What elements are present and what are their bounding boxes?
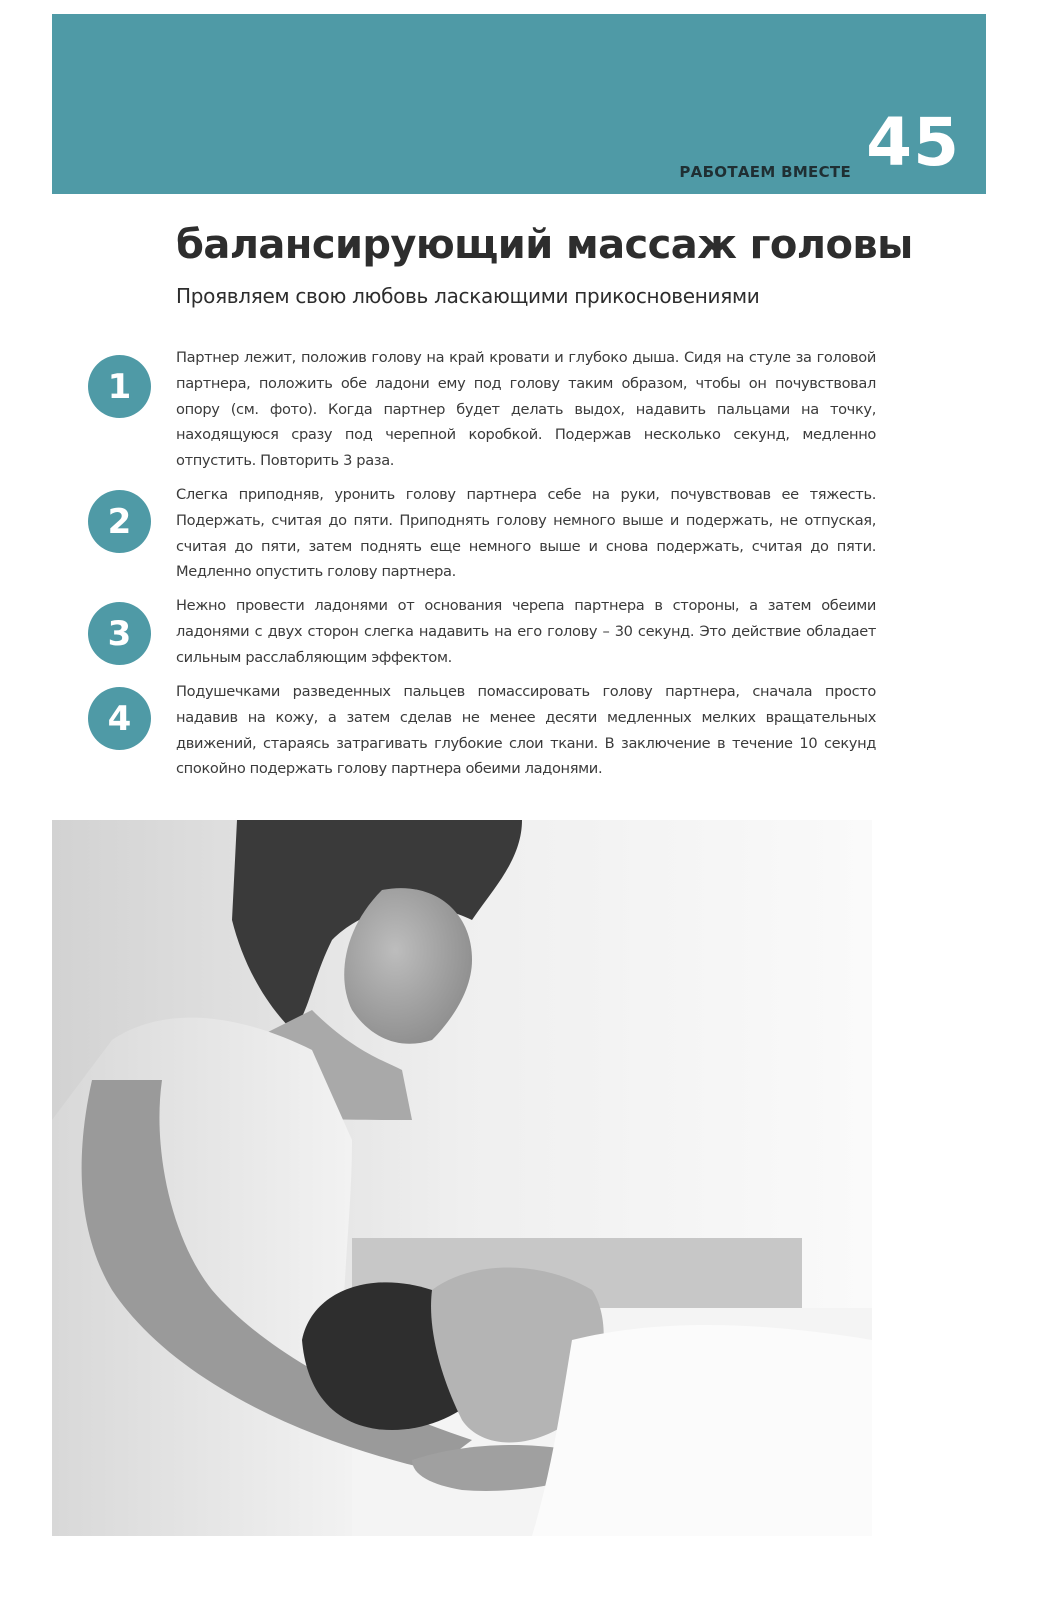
page-number: 45 [866, 104, 960, 181]
step-number-badge: 2 [88, 490, 151, 553]
massage-photo [52, 820, 872, 1536]
step-text: Партнер лежит, положив голову на край кровати и глубоко дыша. Сидя на стуле за головой партнера, положить обе ладони ему под голову таким образом, чтобы он почувствовал опору (см. фото). Когда партнер будет делать выдох, надавить пальцами на точку, находящуюся сразу под черепной коробкой. Подержав несколько секунд, медленно отпустить. Повторить 3 раза. [176, 349, 876, 470]
section-label: РАБОТАЕМ ВМЕСТЕ [679, 163, 851, 181]
step-text: Подушечками разведенных пальцев помассировать голову партнера, сначала просто надавив на кожу, а затем сделав не менее десяти медленных мелких вращательных движений, стараясь затрагивать глубокие слои ткани. В заключение в течение 10 секунд спокойно подержать голову партнера обеими ладонями. [176, 683, 876, 778]
step-number-badge: 3 [88, 602, 151, 665]
step-number-badge: 4 [88, 687, 151, 750]
step-number-badge: 1 [88, 355, 151, 418]
page-subtitle: Проявляем свою любовь ласкающими прикосновениями [176, 284, 760, 308]
step-text: Слегка приподняв, уронить голову партнера себе на руки, почувствовав ее тяжесть. Подержать, считая до пяти. Приподнять голову немного выше и подержать, не отпуская, считая до пяти, затем поднять еще немного выше и снова подержать, считая до пяти. Медленно опустить голову партнера. [176, 486, 876, 581]
step-text: Нежно провести ладонями от основания черепа партнера в стороны, а затем обеими ладонями с двух сторон слегка надавить на его голову – 30 секунд. Это действие обладает сильным расслабляющим эффектом. [176, 597, 876, 666]
page-title: балансирующий массаж головы [176, 222, 913, 268]
header-banner [52, 14, 986, 194]
